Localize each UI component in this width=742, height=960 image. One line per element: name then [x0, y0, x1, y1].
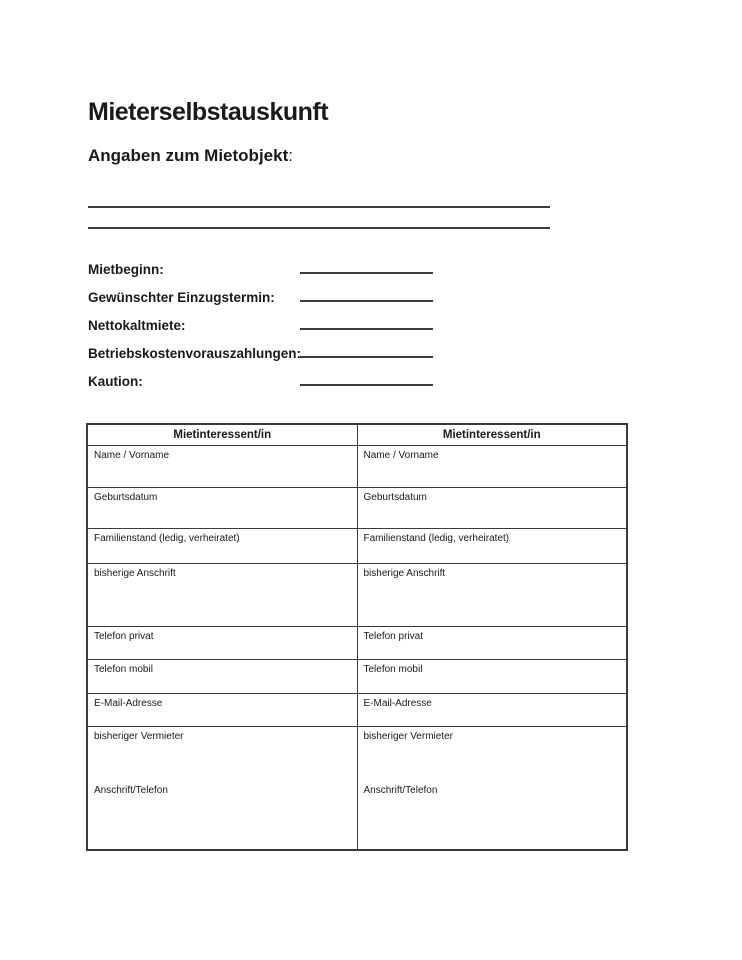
table-header-applicant-1: Mietinteressent/in [87, 424, 357, 445]
field-fill-line-mietbeginn [300, 259, 433, 274]
cell-family-left: Familienstand (ledig, verheiratet) [87, 528, 357, 563]
cell-address-left: bisherige Anschrift [87, 563, 357, 626]
cell-name-left: Name / Vorname [87, 445, 357, 487]
cell-birth-left: Geburtsdatum [87, 487, 357, 528]
section-label-colon: : [288, 146, 293, 165]
cell-address-right: bisherige Anschrift [357, 563, 627, 626]
cell-phone-left: Telefon privat [87, 626, 357, 659]
table-row-name [87, 445, 627, 487]
field-row-nettokaltmiete [88, 315, 550, 333]
field-label-mietbeginn: Mietbeginn: [88, 262, 164, 277]
cell-landlord-right-label: bisheriger Vermieter [363, 730, 453, 742]
field-label-kaution: Kaution: [88, 374, 143, 389]
field-row-betriebskosten [88, 343, 550, 361]
section-label [88, 147, 293, 166]
field-row-einzugstermin [88, 287, 550, 305]
cell-landlord-left [87, 726, 357, 850]
table-header-row [87, 424, 627, 445]
table-row-email [87, 693, 627, 726]
mietobjekt-fill-line-1 [88, 206, 550, 208]
cell-birth-right: Geburtsdatum [357, 487, 627, 528]
field-fill-line-betriebskosten [300, 343, 433, 358]
cell-name-right: Name / Vorname [357, 445, 627, 487]
cell-email-right: E-Mail-Adresse [357, 693, 627, 726]
table-row-geburtsdatum [87, 487, 627, 528]
table-row-anschrift [87, 563, 627, 626]
field-label-betriebskosten: Betriebskostenvorauszahlungen: [88, 346, 302, 361]
field-label-nettokaltmiete: Nettokaltmiete: [88, 318, 186, 333]
field-list [88, 259, 550, 399]
table-row-telefon-mobil [87, 659, 627, 693]
table-header-applicant-2: Mietinteressent/in [357, 424, 627, 445]
cell-email-left: E-Mail-Adresse [87, 693, 357, 726]
table-row-telefon-privat [87, 626, 627, 659]
cell-mobile-right: Telefon mobil [357, 659, 627, 693]
field-row-mietbeginn [88, 259, 550, 277]
cell-mobile-left: Telefon mobil [87, 659, 357, 693]
field-row-kaution [88, 371, 550, 389]
cell-phone-right: Telefon privat [357, 626, 627, 659]
cell-landlord-left-sublabel: Anschrift/Telefon [94, 784, 168, 796]
section-label-text: Angaben zum Mietobjekt [88, 146, 289, 165]
page-title: Mieterselbstauskunft [88, 97, 329, 126]
field-fill-line-nettokaltmiete [300, 315, 433, 330]
table-row-familienstand [87, 528, 627, 563]
field-fill-line-kaution [300, 371, 433, 386]
cell-landlord-left-label: bisheriger Vermieter [94, 730, 184, 742]
cell-landlord-right-sublabel: Anschrift/Telefon [363, 784, 438, 796]
cell-landlord-right [357, 726, 627, 850]
mietobjekt-fill-line-2 [88, 227, 550, 229]
field-label-einzugstermin: Gewünschter Einzugstermin: [88, 290, 275, 305]
cell-family-right: Familienstand (ledig, verheiratet) [357, 528, 627, 563]
table-row-vermieter [87, 726, 627, 850]
applicants-table [86, 423, 628, 851]
field-fill-line-einzugstermin [300, 287, 433, 302]
